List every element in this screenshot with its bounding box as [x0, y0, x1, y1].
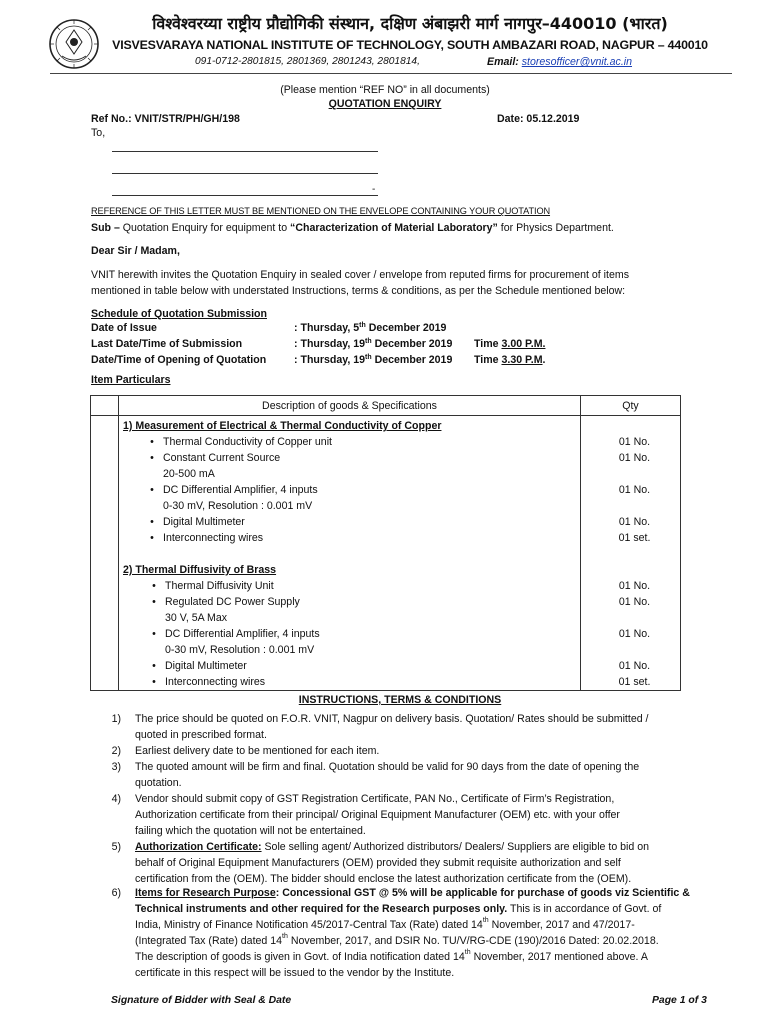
instruction-line	[135, 871, 707, 887]
bullet-icon: •	[152, 660, 156, 672]
instruction-text: India, Ministry of Finance Notification 45/2017-Central Tax (Rate) dated 14	[135, 919, 483, 931]
instruction-text: quotation.	[135, 777, 182, 789]
instruction-line	[135, 823, 707, 839]
page-number: Page 1 of 3	[652, 995, 707, 1006]
ref-no: Ref No.: VNIT/STR/PH/GH/198	[91, 113, 240, 125]
items-table	[90, 395, 681, 691]
instruction-number: 6)	[111, 887, 121, 899]
item-text: Thermal Diffusivity Unit	[165, 580, 274, 592]
instruction-text: behalf of Original Equipment Manufacturers (OEM) provided they submit requisite authorization and self	[135, 857, 621, 869]
instruction-text: Technical instruments and other required for the Research purposes only.	[135, 903, 508, 915]
item-text: Interconnecting wires	[165, 676, 266, 688]
schedule-row	[91, 322, 611, 338]
instruction-line	[135, 885, 707, 901]
item-line	[123, 594, 580, 610]
phone-numbers: 091-0712-2801815, 2801369, 2801243, 2801814,	[195, 56, 420, 67]
item-text: 20-500 mA	[163, 468, 215, 480]
item-text: 30 V, 5A Max	[165, 612, 228, 624]
item-qty	[581, 498, 680, 514]
bullet-icon: •	[150, 484, 154, 496]
table-header-desc: Description of goods & Specifications	[119, 396, 581, 416]
item-text: Regulated DC Power Supply	[165, 596, 300, 608]
instruction-item	[135, 711, 707, 743]
item-line	[123, 466, 580, 482]
instruction-text: : Concessional GST @ 5% will be applicable for purchase of goods viz Scientific &	[275, 887, 690, 899]
instruction-line	[135, 727, 707, 743]
instruction-number: 1)	[111, 713, 121, 725]
instruction-line: certificate in this respect will be issued to the vendor by the Institute.	[135, 967, 455, 979]
instruction-text: Vendor should submit copy of GST Registration Certificate, PAN No., Certificate of Firm’s Registration,	[135, 793, 615, 805]
table-header-sn	[91, 396, 119, 416]
item-qty: 01 No.	[618, 484, 651, 496]
institute-logo	[48, 18, 100, 70]
instruction-item	[135, 885, 707, 981]
item-particulars-heading: Item Particulars	[91, 374, 171, 386]
schedule-table	[91, 322, 611, 370]
item-qty: 01 No.	[618, 628, 651, 640]
bullet-icon: •	[150, 516, 154, 528]
item-line	[123, 642, 580, 658]
address-line-2	[112, 173, 378, 174]
instruction-line	[135, 901, 707, 917]
bullet-icon: •	[150, 436, 154, 448]
section-title: 2) Thermal Diffusivity of Brass	[123, 564, 277, 576]
instruction-text: November, 2017 and 47/2017-	[488, 919, 635, 931]
table-cell-sn	[91, 416, 119, 691]
schedule-heading: Schedule of Quotation Submission	[91, 308, 267, 320]
item-qty	[581, 610, 680, 626]
instruction-line	[135, 933, 707, 949]
item-qty: 01 No.	[618, 660, 651, 672]
instruction-number: 4)	[111, 793, 121, 805]
table-header-qty: Qty	[581, 396, 681, 416]
item-qty: 01 No.	[618, 596, 651, 608]
item-text: Digital Multimeter	[165, 660, 247, 672]
email-label: Email:	[487, 56, 519, 68]
instruction-text: November, 2017, and DSIR No. TU/V/RG-CDE (190)/2016 Dated: 20.02.2018.	[287, 935, 659, 947]
instruction-title: Authorization Certificate:	[135, 841, 262, 853]
instruction-text: The description of goods is given in Govt. of India notification dated 14	[135, 951, 465, 963]
schedule-row	[91, 338, 611, 354]
email-line	[487, 56, 632, 68]
table-header-row	[91, 396, 681, 416]
instruction-text: The quoted amount will be firm and final. Quotation should be valid for 90 days from the date of opening the	[135, 761, 640, 773]
section-title: 1) Measurement of Electrical & Thermal Conductivity of Copper	[123, 420, 442, 432]
item-line	[123, 482, 580, 498]
instruction-text: November, 2017 mentioned above. A	[470, 951, 648, 963]
schedule-time: Time 3.00 P.M.	[474, 338, 546, 350]
instruction-text: quoted in prescribed format.	[135, 729, 267, 741]
instruction-text: certification from the (OEM). The bidder should enclose the latest authorization certificate from the (OEM).	[135, 873, 632, 885]
instruction-item	[135, 759, 707, 791]
table-cell-qty	[581, 416, 681, 691]
instructions-heading: INSTRUCTIONS, TERMS & CONDITIONS	[298, 694, 502, 706]
bullet-icon: •	[152, 628, 156, 640]
reference-note: REFERENCE OF THIS LETTER MUST BE MENTIONED ON THE ENVELOPE CONTAINING YOUR QUOTATION	[91, 206, 551, 216]
item-line	[123, 610, 580, 626]
item-text: DC Differential Amplifier, 4 inputs	[163, 484, 318, 496]
item-line	[123, 530, 580, 546]
item-text: Thermal Conductivity of Copper unit	[163, 436, 332, 448]
bullet-icon: •	[152, 676, 156, 688]
schedule-row	[91, 354, 611, 370]
signature-label: Signature of Bidder with Seal & Date	[111, 995, 292, 1006]
intro-line-1: VNIT herewith invites the Quotation Enquiry in sealed cover / envelope from reputed firms for procurement of items	[91, 269, 629, 281]
item-line	[123, 498, 580, 514]
schedule-value: : Thursday, 19th December 2019	[294, 354, 453, 366]
doc-date: Date: 05.12.2019	[497, 113, 580, 125]
schedule-label: Date/Time of Opening of Quotation	[91, 354, 267, 366]
instruction-line	[135, 839, 707, 855]
item-text: Digital Multimeter	[163, 516, 245, 528]
item-line	[123, 658, 580, 674]
instruction-text: This is in accordance of Govt. of	[507, 903, 662, 915]
schedule-value: : Thursday, 5th December 2019	[294, 322, 447, 334]
item-text: Constant Current Source	[163, 452, 281, 464]
schedule-time: Time 3.30 P.M.	[474, 354, 546, 366]
bullet-icon: •	[152, 596, 156, 608]
instruction-item	[135, 839, 707, 887]
instruction-item	[135, 743, 707, 759]
section-2-qty	[581, 578, 680, 690]
address-suffix: -	[372, 184, 376, 195]
instruction-text: Authorization certificate from their principal/ Original Equipment Manufacturer (OEM) etc. with your offer	[135, 809, 620, 821]
instruction-line	[135, 949, 707, 965]
superscript: th	[282, 933, 288, 940]
item-qty: 01 No.	[618, 436, 651, 448]
schedule-value: : Thursday, 19th December 2019	[294, 338, 453, 350]
item-line	[123, 434, 580, 450]
bullet-icon: •	[150, 452, 154, 464]
item-text: 0-30 mV, Resolution : 0.001 mV	[165, 644, 315, 656]
header-divider	[50, 73, 732, 74]
schedule-label: Date of Issue	[91, 322, 157, 334]
instruction-title: Items for Research Purpose	[135, 887, 276, 899]
subject-pre: Quotation Enquiry for equipment to	[119, 222, 291, 234]
subject-line	[91, 222, 614, 234]
superscript: th	[482, 917, 489, 924]
instruction-line	[135, 711, 707, 727]
intro-line-2: mentioned in table below with understated Instructions, terms & conditions, as per the Schedule mentioned below:	[91, 285, 626, 297]
section-1-qty	[581, 434, 680, 546]
item-qty	[581, 642, 680, 658]
item-line	[123, 514, 580, 530]
instruction-text: failing which the quotation will not be entertained.	[135, 825, 366, 837]
instruction-line	[135, 743, 707, 759]
instruction-line	[135, 807, 707, 823]
item-line	[123, 578, 580, 594]
instruction-text: Sole selling agent/ Authorized distributors/ Dealers/ Suppliers are eligible to bid on	[261, 841, 650, 853]
email-link[interactable]: storesofficer@vnit.ac.in	[521, 56, 633, 68]
item-text: DC Differential Amplifier, 4 inputs	[165, 628, 320, 640]
instruction-item	[135, 791, 707, 839]
item-text: Interconnecting wires	[163, 532, 264, 544]
item-text: 0-30 mV, Resolution : 0.001 mV	[163, 500, 313, 512]
bullet-icon: •	[152, 580, 156, 592]
item-line	[123, 626, 580, 642]
to-label: To,	[91, 127, 106, 139]
institute-name-english: VISVESVARAYA NATIONAL INSTITUTE OF TECHNOLOGY, SOUTH AMBAZARI ROAD, NAGPUR – 440010	[112, 38, 708, 52]
address-line-1	[112, 151, 378, 152]
instruction-line	[135, 855, 707, 871]
section-1-items	[123, 434, 580, 546]
superscript: th	[464, 949, 471, 956]
instruction-number: 3)	[111, 761, 121, 773]
subject-post: for Physics Department.	[497, 222, 614, 234]
instruction-text: (Integrated Tax (Rate) dated 14	[135, 935, 283, 947]
item-qty: 01 No.	[618, 516, 651, 528]
item-qty: 01 set.	[618, 532, 651, 544]
address-line-3	[112, 195, 378, 196]
instruction-line	[135, 917, 707, 933]
subject-label: Sub –	[91, 222, 120, 234]
instruction-line	[135, 791, 707, 807]
instruction-text: Earliest delivery date to be mentioned for each item.	[135, 745, 380, 757]
subject-title: “Characterization of Material Laboratory”	[290, 222, 498, 234]
section-2-items	[123, 578, 580, 690]
item-qty: 01 No.	[618, 452, 651, 464]
item-qty: 01 set.	[618, 676, 651, 688]
mention-note: (Please mention “REF NO” in all documents)	[280, 84, 490, 96]
doc-title: QUOTATION ENQUIRY	[328, 98, 442, 110]
instruction-text: The price should be quoted on F.O.R. VNIT, Nagpur on delivery basis. Quotation/ Rates should be submitted /	[135, 713, 649, 725]
bullet-icon: •	[150, 532, 154, 544]
instruction-number: 5)	[111, 841, 121, 853]
item-qty	[581, 466, 680, 482]
table-cell-desc	[119, 416, 581, 691]
item-qty: 01 No.	[618, 580, 651, 592]
table-row	[91, 416, 681, 691]
instruction-number: 2)	[111, 745, 121, 757]
item-line	[123, 674, 580, 690]
schedule-label: Last Date/Time of Submission	[91, 338, 243, 350]
salutation: Dear Sir / Madam,	[91, 245, 180, 257]
item-line	[123, 450, 580, 466]
institute-name-hindi: विश्वेश्वरय्या राष्ट्रीय प्रौद्योगिकी संस्थान, दक्षिण अंबाझरी मार्ग नागपुर–440010 (भारत)	[152, 14, 668, 33]
instruction-line	[135, 759, 707, 775]
instruction-line	[135, 775, 707, 791]
